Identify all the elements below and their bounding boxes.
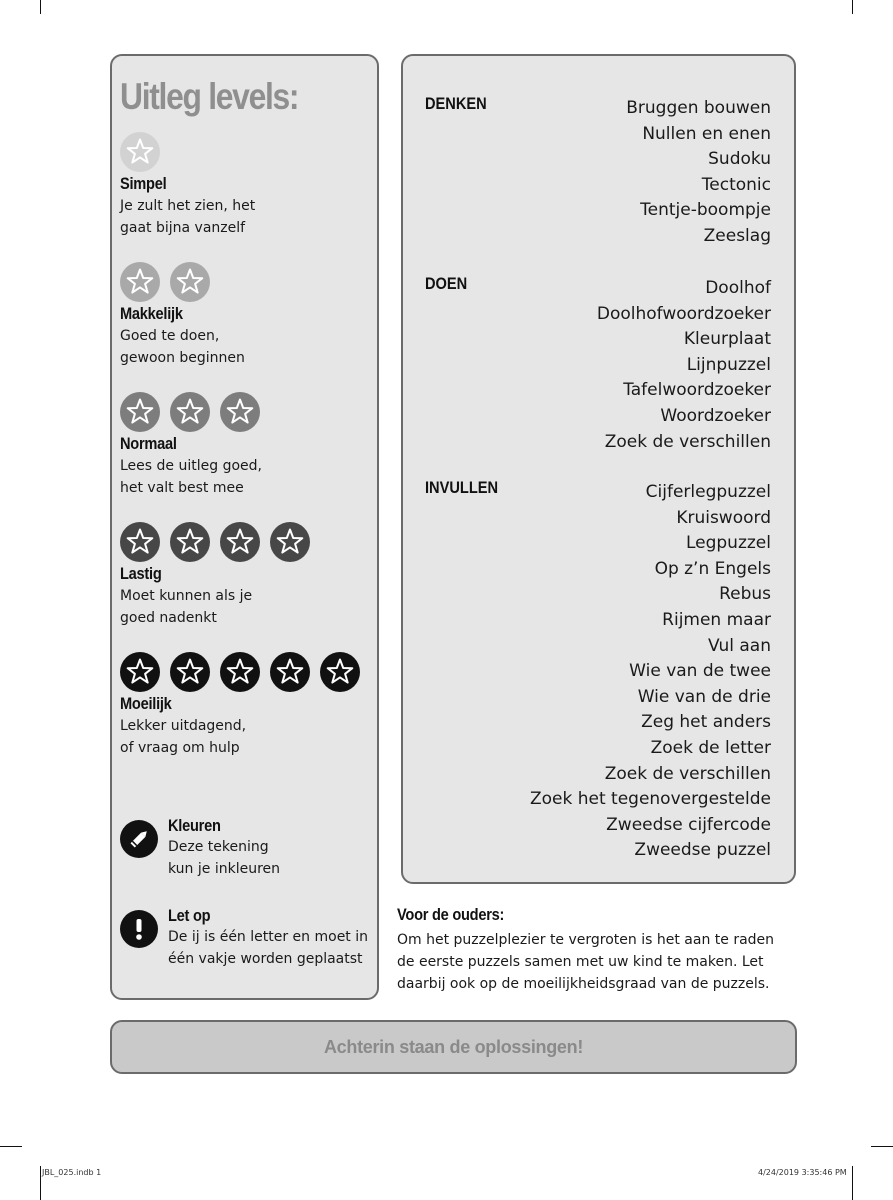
note-let-op xyxy=(120,906,368,970)
star-icon xyxy=(170,522,210,562)
solutions-banner-text: Achterin staan de oplossingen! xyxy=(323,1036,584,1057)
crop-mark xyxy=(871,1146,893,1147)
puzzle-type-item: Woordzoeker xyxy=(660,405,771,426)
level-description xyxy=(120,455,262,499)
level-description-line: goed nadenkt xyxy=(120,610,217,626)
puzzle-type-item: Rijmen maar xyxy=(662,609,771,630)
category-label: INVULLEN xyxy=(425,478,499,497)
level-description-line: Lees de uitleg goed, xyxy=(120,458,262,474)
crop-mark xyxy=(852,1166,853,1200)
level-description xyxy=(120,195,255,239)
puzzle-type-item: Zoek de letter xyxy=(650,737,771,758)
note-title: Let op xyxy=(168,906,211,925)
crop-mark xyxy=(40,0,41,14)
puzzle-type-item: Zoek het tegenovergestelde xyxy=(529,789,771,810)
puzzle-type-item: Legpuzzel xyxy=(685,533,771,554)
note-title: Kleuren xyxy=(168,816,221,835)
note-kleuren xyxy=(120,816,280,880)
level-stars xyxy=(120,392,262,432)
level-description-line: Je zult het zien, het xyxy=(120,198,256,214)
star-icon xyxy=(320,652,360,692)
parents-text-line: daarbij ook op de moeilijkheidsgraad van de puzzels. xyxy=(397,976,770,992)
level-description xyxy=(120,715,360,759)
level-name: Normaal xyxy=(120,434,177,453)
star-icon xyxy=(120,652,160,692)
puzzle-type-item: Bruggen bouwen xyxy=(626,98,771,118)
level-makkelijk xyxy=(120,262,245,369)
note-description-line: één vakje worden geplaatst xyxy=(168,951,363,967)
puzzle-type-item: Tectonic xyxy=(701,174,771,195)
category-items xyxy=(425,96,771,250)
level-moeilijk xyxy=(120,652,360,759)
puzzle-type-item: Cijferlegpuzzel xyxy=(645,482,771,502)
note-description xyxy=(168,926,368,970)
exclamation-icon xyxy=(120,910,158,948)
note-description-line: kun je inkleuren xyxy=(168,861,281,877)
puzzle-type-item: Wie van de twee xyxy=(629,661,771,682)
puzzle-type-item: Tafelwoordzoeker xyxy=(623,380,771,401)
level-stars xyxy=(120,132,255,172)
puzzle-type-item: Kruiswoord xyxy=(676,507,771,528)
level-description-line: het valt best mee xyxy=(120,480,244,496)
level-lastig xyxy=(120,522,310,629)
level-description xyxy=(120,585,310,629)
star-icon xyxy=(270,522,310,562)
level-description xyxy=(120,325,245,369)
star-icon xyxy=(270,652,310,692)
puzzle-type-item: Zoek de verschillen xyxy=(604,431,771,452)
level-name: Makkelijk xyxy=(120,304,183,323)
parents-text xyxy=(397,929,797,995)
star-icon xyxy=(120,392,160,432)
level-description-line: Moet kunnen als je xyxy=(120,588,253,604)
puzzle-type-item: Zweedse cijfercode xyxy=(606,814,771,835)
note-description xyxy=(168,836,280,880)
level-simpel xyxy=(120,132,255,239)
levels-panel xyxy=(110,54,379,1000)
star-icon xyxy=(220,652,260,692)
level-name: Lastig xyxy=(120,564,162,583)
star-icon xyxy=(170,392,210,432)
pencil-icon xyxy=(120,820,158,858)
level-description-line: Lekker uitdagend, xyxy=(120,718,247,734)
category-items xyxy=(425,276,771,455)
level-description-line: gewoon beginnen xyxy=(120,350,245,366)
puzzle-type-item: Zeg het anders xyxy=(641,712,771,733)
category-items xyxy=(425,480,771,864)
category-label: DOEN xyxy=(425,274,468,293)
level-name: Simpel xyxy=(120,174,167,193)
level-stars xyxy=(120,262,245,302)
note-description-line: De ij is één letter en moet in xyxy=(168,929,369,945)
parents-text-line: Om het puzzelplezier te vergroten is het aan te raden xyxy=(397,932,775,948)
puzzle-type-item: Tentje-boompje xyxy=(640,200,771,221)
parents-text-line: de eerste puzzels samen met uw kind te maken. Let xyxy=(397,954,764,970)
puzzle-type-item: Zoek de verschillen xyxy=(604,763,771,784)
parents-title: Voor de ouders: xyxy=(397,905,505,924)
puzzle-type-item: Zeeslag xyxy=(703,225,771,246)
crop-mark xyxy=(0,1146,22,1147)
level-description-line: gaat bijna vanzelf xyxy=(120,220,246,236)
category-label: DENKEN xyxy=(425,94,487,113)
puzzle-type-item: Doolhofwoordzoeker xyxy=(596,303,771,324)
level-description-line: of vraag om hulp xyxy=(120,740,240,756)
star-icon xyxy=(170,652,210,692)
star-icon xyxy=(120,262,160,302)
parents-note xyxy=(397,905,797,995)
puzzle-type-item: Doolhof xyxy=(705,278,771,298)
star-icon xyxy=(120,132,160,172)
puzzle-type-item: Wie van de drie xyxy=(637,686,771,707)
levels-title: Uitleg levels: xyxy=(120,76,299,117)
star-icon xyxy=(220,522,260,562)
level-normaal xyxy=(120,392,262,499)
slug-date: 4/24/2019 3:35:46 PM xyxy=(758,1168,847,1177)
puzzle-type-item: Nullen en enen xyxy=(642,123,771,144)
puzzle-categories-panel xyxy=(401,54,796,884)
crop-mark xyxy=(852,0,853,14)
star-icon xyxy=(220,392,260,432)
star-icon xyxy=(170,262,210,302)
note-description-line: Deze tekening xyxy=(168,839,269,855)
puzzle-type-item: Zweedse puzzel xyxy=(634,840,771,861)
level-name: Moeilijk xyxy=(120,694,172,713)
puzzle-type-item: Lijnpuzzel xyxy=(686,354,771,375)
puzzle-type-item: Rebus xyxy=(719,584,771,605)
slug-file: JBL_025.indb 1 xyxy=(42,1168,102,1177)
level-stars xyxy=(120,652,360,692)
solutions-banner xyxy=(110,1020,797,1074)
level-description-line: Goed te doen, xyxy=(120,328,220,344)
puzzle-type-item: Kleurplaat xyxy=(683,329,771,350)
crop-mark xyxy=(40,1166,41,1200)
star-icon xyxy=(120,522,160,562)
level-stars xyxy=(120,522,310,562)
puzzle-type-item: Sudoku xyxy=(708,149,771,170)
puzzle-type-item: Op z’n Engels xyxy=(654,558,771,579)
puzzle-type-item: Vul aan xyxy=(708,635,771,656)
